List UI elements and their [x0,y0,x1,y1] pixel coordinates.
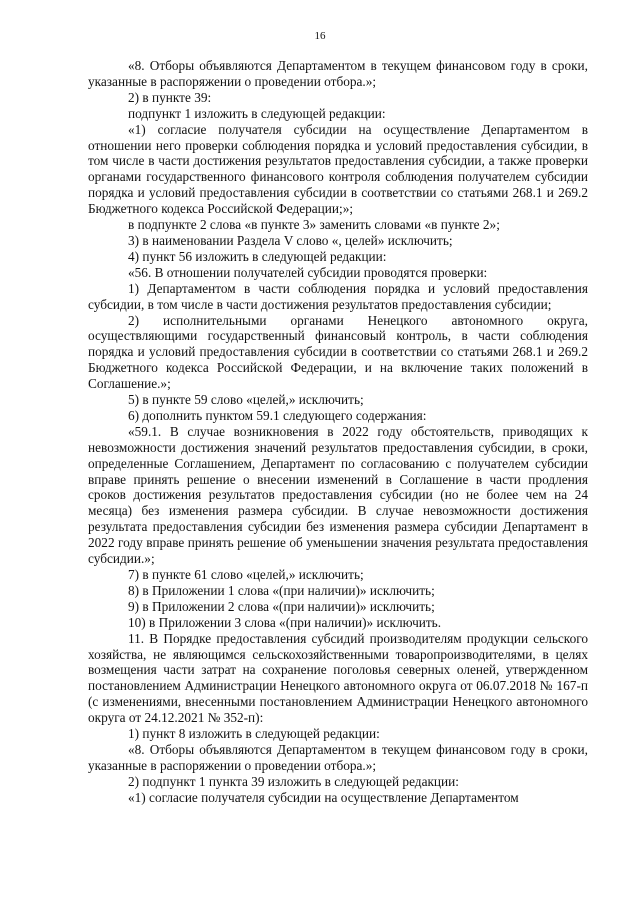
paragraph-item-8-quote: «8. Отборы объявляются Департаментом в текущем финансовом году в сроки, указанные в распоряжении о проведении отбора.»; [88,58,588,89]
paragraph-item-4: 4) пункт 56 изложить в следующей редакции: [128,248,387,264]
paragraph-item-3: 3) в наименовании Раздела V слово «, целей» исключить; [128,232,453,248]
paragraph-item-5: 5) в пункте 59 слово «целей,» исключить; [128,392,364,408]
paragraph-subpoint-1-quote: «1) согласие получателя субсидии на осуществление Департаментом в отношении него проверки соблюдения порядка и условий предоставления субсидии, в том числе в части достижения результатов предоставления субсидии, а также проверки органами государственного финансового контроля соблюдения получателем субсидии порядка и условий предоставления субсидии в соответствии со статьями 268.1 и 269.2 Бюджетного кодекса Российской Федерации;»; [88,121,588,217]
paragraph-point-59-1-quote: «59.1. В случае возникновения в 2022 году обстоятельств, приводящих к невозможности достижения значений результатов предоставления субсидии, в сроки, определенные Соглашением, Департамент по согласованию с получателем субсидии вправе принять решение о внесении изменений в Соглашение в части продления сроков достижения результатов предоставления субсидии (но не более чем на 24 месяца) без изменения размера субсидии. В случае невозможности достижения результата предоставления субсидии без изменения размера субсидии Департамент в 2022 году вправе принять решение об уменьшении значения результата предоставления субсидии.»; [88,423,588,567]
paragraph-item-9: 9) в Приложении 2 слова «(при наличии)» исключить; [128,598,435,614]
document-body [88,58,588,806]
paragraph-item-6: 6) дополнить пунктом 59.1 следующего содержания: [128,407,427,423]
paragraph-section-11: 11. В Порядке предоставления субсидий производителям продукции сельского хозяйства, не являющимся сельскохозяйственными товаропроизводителями, в целях возмещения части затрат на сохранение поголовья северных оленей, утвержденном постановлением Администрации Ненецкого автономного округа от 06.07.2018 № 167-п (с изменениями, внесенными постановлением Администрации Ненецкого автономного округа от 24.12.2021 № 352-п): [88,630,588,726]
paragraph-item-8: 8) в Приложении 1 слова «(при наличии)» исключить; [128,582,435,598]
page-number: 16 [314,30,326,42]
paragraph-section-11-subpoint-1-quote: «1) согласие получателя субсидии на осуществление Департаментом [128,789,519,805]
paragraph-point-56-2: 2) исполнительными органами Ненецкого автономного округа, осуществляющими государственный финансовый контроль, в части соблюдения порядка и условий предоставления субсидии в соответствии со статьями 268.1 и 269.2 Бюджетного кодекса Российской Федерации, и на включение таких положений в Соглашение.»; [88,312,588,392]
paragraph-section-11-item-8-quote: «8. Отборы объявляются Департаментом в текущем финансовом году в сроки, указанные в распоряжении о проведении отбора.»; [88,741,588,773]
paragraph-section-11-item-2: 2) подпункт 1 пункта 39 изложить в следующей редакции: [128,773,459,789]
paragraph-subpoint-1-intro: подпункт 1 изложить в следующей редакции: [128,105,386,121]
paragraph-item-2-point-39: 2) в пункте 39: [128,89,212,105]
paragraph-item-7: 7) в пункте 61 слово «целей,» исключить; [128,567,364,582]
paragraph-subpoint-2-replace: в подпункте 2 слова «в пункте 3» заменить словами «в пункте 2»; [128,217,500,233]
paragraph-point-56-quote: «56. В отношении получателей субсидии проводятся проверки: [128,264,488,280]
paragraph-point-56-1: 1) Департаментом в части соблюдения порядка и условий предоставления субсидии, в том числе в части достижения результатов предоставления субсидии; [88,280,588,312]
paragraph-item-10: 10) в Приложении 3 слова «(при наличии)» исключить. [128,614,442,630]
paragraph-section-11-item-1: 1) пункт 8 изложить в следующей редакции: [128,726,380,742]
